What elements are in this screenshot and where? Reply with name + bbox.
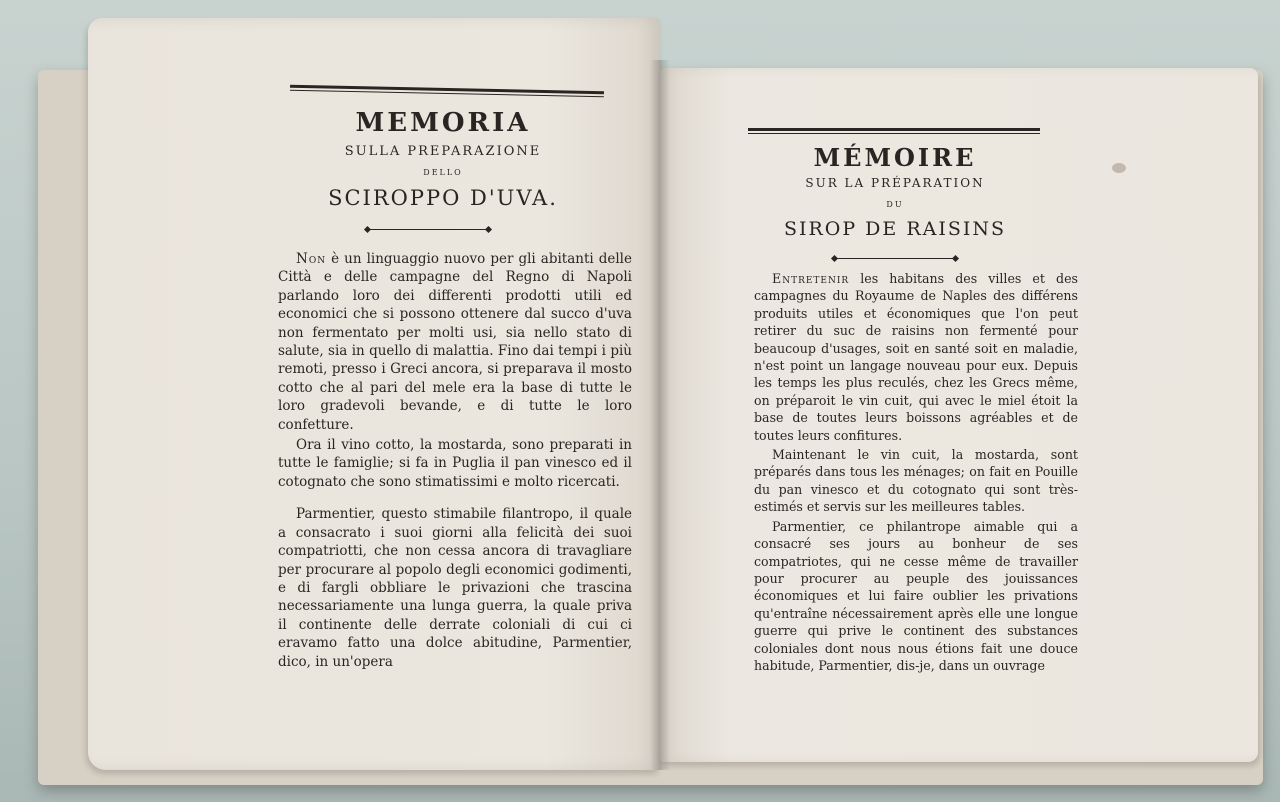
left-page-connector: DELLO xyxy=(423,168,463,177)
left-page-subject: SCIROPPO D'UVA. xyxy=(328,186,558,210)
book-gutter-shadow xyxy=(650,60,670,770)
paper-stain xyxy=(1112,163,1126,173)
right-paragraph-1: Entretenir les habitans des villes et des campagnes du Royaume de Naples des différens produits utiles et économiques que l'on peut retirer du suc de raisins non fermenté pour beaucoup d'usages, soit en santé soit en maladie, n'est point un langage nouveau pour eux. Depuis les temps les plus reculés, chez les Grecs même, on préparoit le vin cuit, qui avec le miel étoit la base de toutes leurs boissons agréables et de toutes leurs confitures. xyxy=(754,271,1078,443)
left-page-body xyxy=(278,250,632,671)
right-ornament-rule xyxy=(835,258,955,259)
right-page-connector: DU xyxy=(886,200,904,209)
right-paragraph-3: Parmentier, ce philantrope aimable qui a consacré ses jours au bonheur de ses compatriotes, qui ne cesse même de travailler pour procurer au peuple des jouissances économiques et lui faire oublier les privations qu'entraîne nécessairement après elle une longue guerre qui prive le continent des substances coloniales dont nous nous étions fait une douce habitude, Parmentier, dis-je, dans un ouvrage xyxy=(754,518,1078,673)
left-paragraph-3: Parmentier, questo stimabile filantropo, il quale a consacrato i suoi giorni alla felicità dei suoi compatriotti, che non cessa ancora di travagliare per procurare al popolo degli economici godimenti, e di fargli obbliare le privazioni che trascina necessariamente una lunga guerra, la quale priva il continente delle derrate coloniali di cui ci eravamo fatto una dolce abitudine, Parmentier, dico, in un'opera xyxy=(278,506,632,670)
right-title-rule xyxy=(748,128,1040,131)
left-page-subtitle: SULLA PREPARAZIONE xyxy=(344,144,542,159)
left-title-rule xyxy=(290,85,604,95)
right-page xyxy=(660,68,1258,762)
right-page-subject: SIROP DE RAISINS xyxy=(783,218,1007,240)
right-page-body xyxy=(754,270,1078,674)
right-dropcap: Entretenir xyxy=(772,271,850,286)
right-page-title: MÉMOIRE xyxy=(813,143,977,172)
left-ornament-rule xyxy=(368,229,488,230)
left-paragraph-2: Ora il vino cotto, la mostarda, sono preparati in tutte le famiglie; si fa in Puglia il pan vinesco ed il cotognato che sono stimatissimi e molto ricercati. xyxy=(278,437,632,490)
left-dropcap: Non xyxy=(296,251,327,267)
right-page-subtitle: SUR LA PRÉPARATION xyxy=(805,176,985,190)
left-page xyxy=(88,18,660,770)
left-page-title: MEMORIA xyxy=(355,108,531,138)
right-paragraph-2: Maintenant le vin cuit, la mostarda, sont préparés dans tous les ménages; on fait en Pouille du pan vinesco et du cotognato qui sont très-estimés et servis sur les meilleures tables. xyxy=(754,447,1078,515)
left-paragraph-1: Non è un linguaggio nuovo per gli abitanti delle Città e delle campagne del Regno di Napoli parlando loro dei differenti prodotti utili ed economici che si possono ottenere dal succo d'uva non fermentato per molti usi, sia nello stato di salute, sia in quello di malattia. Fino dai tempi i più remoti, presso i Greci ancora, si preparava il mosto cotto che al pari del mele era la base di tutte le loro gradevoli bevande, e di tutte le loro confetture. xyxy=(278,251,632,433)
